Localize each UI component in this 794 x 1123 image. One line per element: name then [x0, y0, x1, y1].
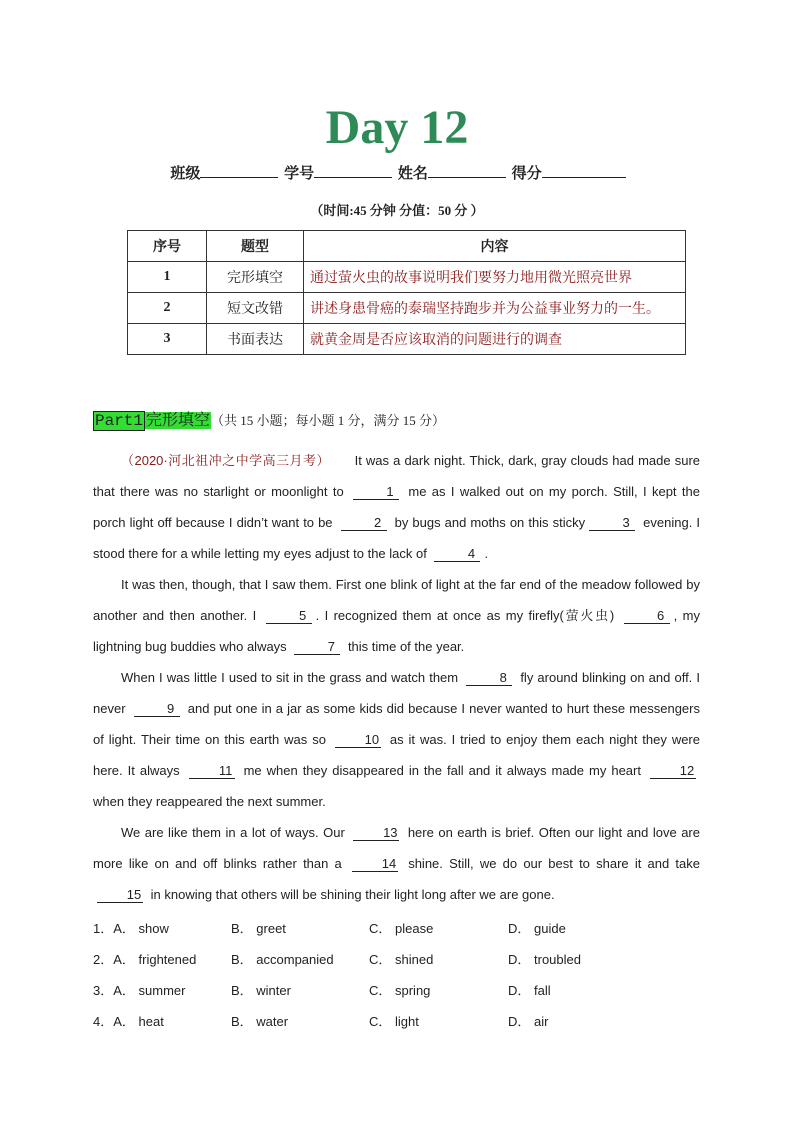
header-content: 内容: [304, 231, 686, 262]
option-a[interactable]: 4．A． heat: [93, 1014, 164, 1029]
option-c[interactable]: C． spring: [369, 983, 431, 998]
option-row-4: [93, 1005, 700, 1036]
part1-type-label: 完形填空: [146, 412, 211, 429]
text-segment: me when they disappeared in the fall and it always made my heart: [243, 763, 641, 778]
option-b[interactable]: B． winter: [231, 983, 291, 998]
blank-5[interactable]: 5: [266, 609, 312, 624]
option-d[interactable]: D． troubled: [508, 952, 581, 967]
table-header-row: [128, 231, 686, 262]
time-score-info: （时间:45 分钟 分值：50 分 ）: [310, 203, 484, 218]
blank-1[interactable]: 1: [353, 485, 399, 500]
text-segment: It was then, though, that I saw them. First one blink of light at the far end of the meadow followed by another and then another. I: [93, 577, 700, 623]
blank-13[interactable]: 13: [353, 826, 399, 841]
option-row-3: [93, 974, 700, 1005]
option-c[interactable]: C． shined: [369, 952, 434, 967]
text-segment: . I recognized them at once as my firefly(萤火虫): [315, 608, 615, 623]
name-field[interactable]: [428, 163, 506, 178]
option-a[interactable]: 3．A． summer: [93, 983, 186, 998]
option-c[interactable]: C． light: [369, 1014, 419, 1029]
table-row: [128, 324, 686, 355]
option-d[interactable]: D． air: [508, 1014, 549, 1029]
table-row: [128, 293, 686, 324]
text-segment: .: [484, 546, 489, 561]
text-segment: by bugs and moths on this sticky: [394, 515, 586, 530]
row-num: 2: [128, 293, 207, 324]
student-id-field[interactable]: [314, 163, 392, 178]
option-d[interactable]: D． fall: [508, 983, 551, 998]
score-label: 得分: [511, 166, 542, 182]
text-segment: fly around blinking on and off. I never: [93, 670, 700, 716]
row-content: 讲述身患骨癌的泰瑞坚持跑步并为公益事业努力的一生。: [304, 293, 686, 324]
option-row-1: [93, 912, 700, 943]
option-c[interactable]: C． please: [369, 921, 434, 936]
part1-desc: （共 15 小题；每小题 1 分，满分 15 分）: [211, 413, 446, 428]
contents-table: [127, 230, 686, 355]
blank-2[interactable]: 2: [341, 516, 387, 531]
part1-heading: [93, 407, 445, 430]
blank-8[interactable]: 8: [466, 671, 512, 686]
text-segment: shine. Still, we do our best to share it and take: [408, 856, 700, 871]
text-segment: We are like them in a lot of ways. Our: [121, 825, 345, 840]
name-label: 姓名: [397, 166, 428, 182]
row-type: 短文改错: [207, 293, 304, 324]
option-b[interactable]: B． greet: [231, 921, 286, 936]
row-type: 完形填空: [207, 262, 304, 293]
text-segment: evening. I stood there for a while letting my eyes adjust to the lack of: [93, 515, 700, 561]
class-field[interactable]: [200, 163, 278, 178]
blank-3[interactable]: 3: [589, 516, 635, 531]
text-segment: and put one in a jar as some kids did because I never wanted to hurt these messengers of light. Their time on this earth was so: [93, 701, 700, 747]
row-num: 1: [128, 262, 207, 293]
option-a[interactable]: 1．A． show: [93, 921, 169, 936]
class-label: 班级: [170, 166, 201, 182]
paragraph-1: [93, 445, 700, 569]
blank-4[interactable]: 4: [434, 547, 480, 562]
option-a[interactable]: 2．A． frightened: [93, 952, 197, 967]
score-field[interactable]: [542, 163, 626, 178]
blank-9[interactable]: 9: [134, 702, 180, 717]
row-num: 3: [128, 324, 207, 355]
passage-source: （2020·河北祖冲之中学高三月考）: [121, 453, 331, 468]
text-segment: me as I walked out on my porch. Still, I kept the porch light off because I didn’t want to be: [93, 484, 700, 530]
row-content: 通过萤火虫的故事说明我们要努力地用微光照亮世界: [304, 262, 686, 293]
text-segment: , my lightning bug buddies who always: [93, 608, 700, 654]
option-b[interactable]: B． accompanied: [231, 952, 334, 967]
blank-10[interactable]: 10: [335, 733, 381, 748]
option-d[interactable]: D． guide: [508, 921, 566, 936]
paragraph-3: [93, 662, 700, 817]
text-segment: as it was. I tried to enjoy them each night they were here. It always: [93, 732, 700, 778]
blank-11[interactable]: 11: [189, 764, 235, 779]
paragraph-4: [93, 817, 700, 910]
part1-label: Part1: [95, 412, 144, 430]
text-segment: here on earth is brief. Often our light and love are more like on and off blinks rather than a: [93, 825, 700, 871]
blank-7[interactable]: 7: [294, 640, 340, 655]
student-id-label: 学号: [284, 166, 315, 182]
blank-12[interactable]: 12: [650, 764, 696, 779]
text-segment: this time of the year.: [347, 639, 465, 654]
text-segment: when they reappeared the next summer.: [93, 794, 326, 809]
page-title: Day 12: [325, 101, 469, 154]
option-row-2: [93, 943, 700, 974]
text-segment: When I was little I used to sit in the grass and watch them: [121, 670, 459, 685]
blank-15[interactable]: 15: [97, 888, 143, 903]
header-num: 序号: [128, 231, 207, 262]
header-type: 题型: [207, 231, 304, 262]
cloze-passage: [93, 445, 700, 910]
row-content: 就黄金周是否应该取消的问题进行的调查: [304, 324, 686, 355]
answer-options: [93, 912, 700, 1036]
text-segment: It was a dark night. Thick, dark, gray clouds had made sure that there was no starlight or moonlight to: [93, 453, 701, 499]
paragraph-2: [93, 569, 700, 662]
text-segment: in knowing that others will be shining their light long after we are gone.: [150, 887, 555, 902]
student-info-line: [0, 162, 794, 183]
blank-6[interactable]: 6: [624, 609, 670, 624]
option-b[interactable]: B． water: [231, 1014, 289, 1029]
blank-14[interactable]: 14: [352, 857, 398, 872]
row-type: 书面表达: [207, 324, 304, 355]
table-row: [128, 262, 686, 293]
